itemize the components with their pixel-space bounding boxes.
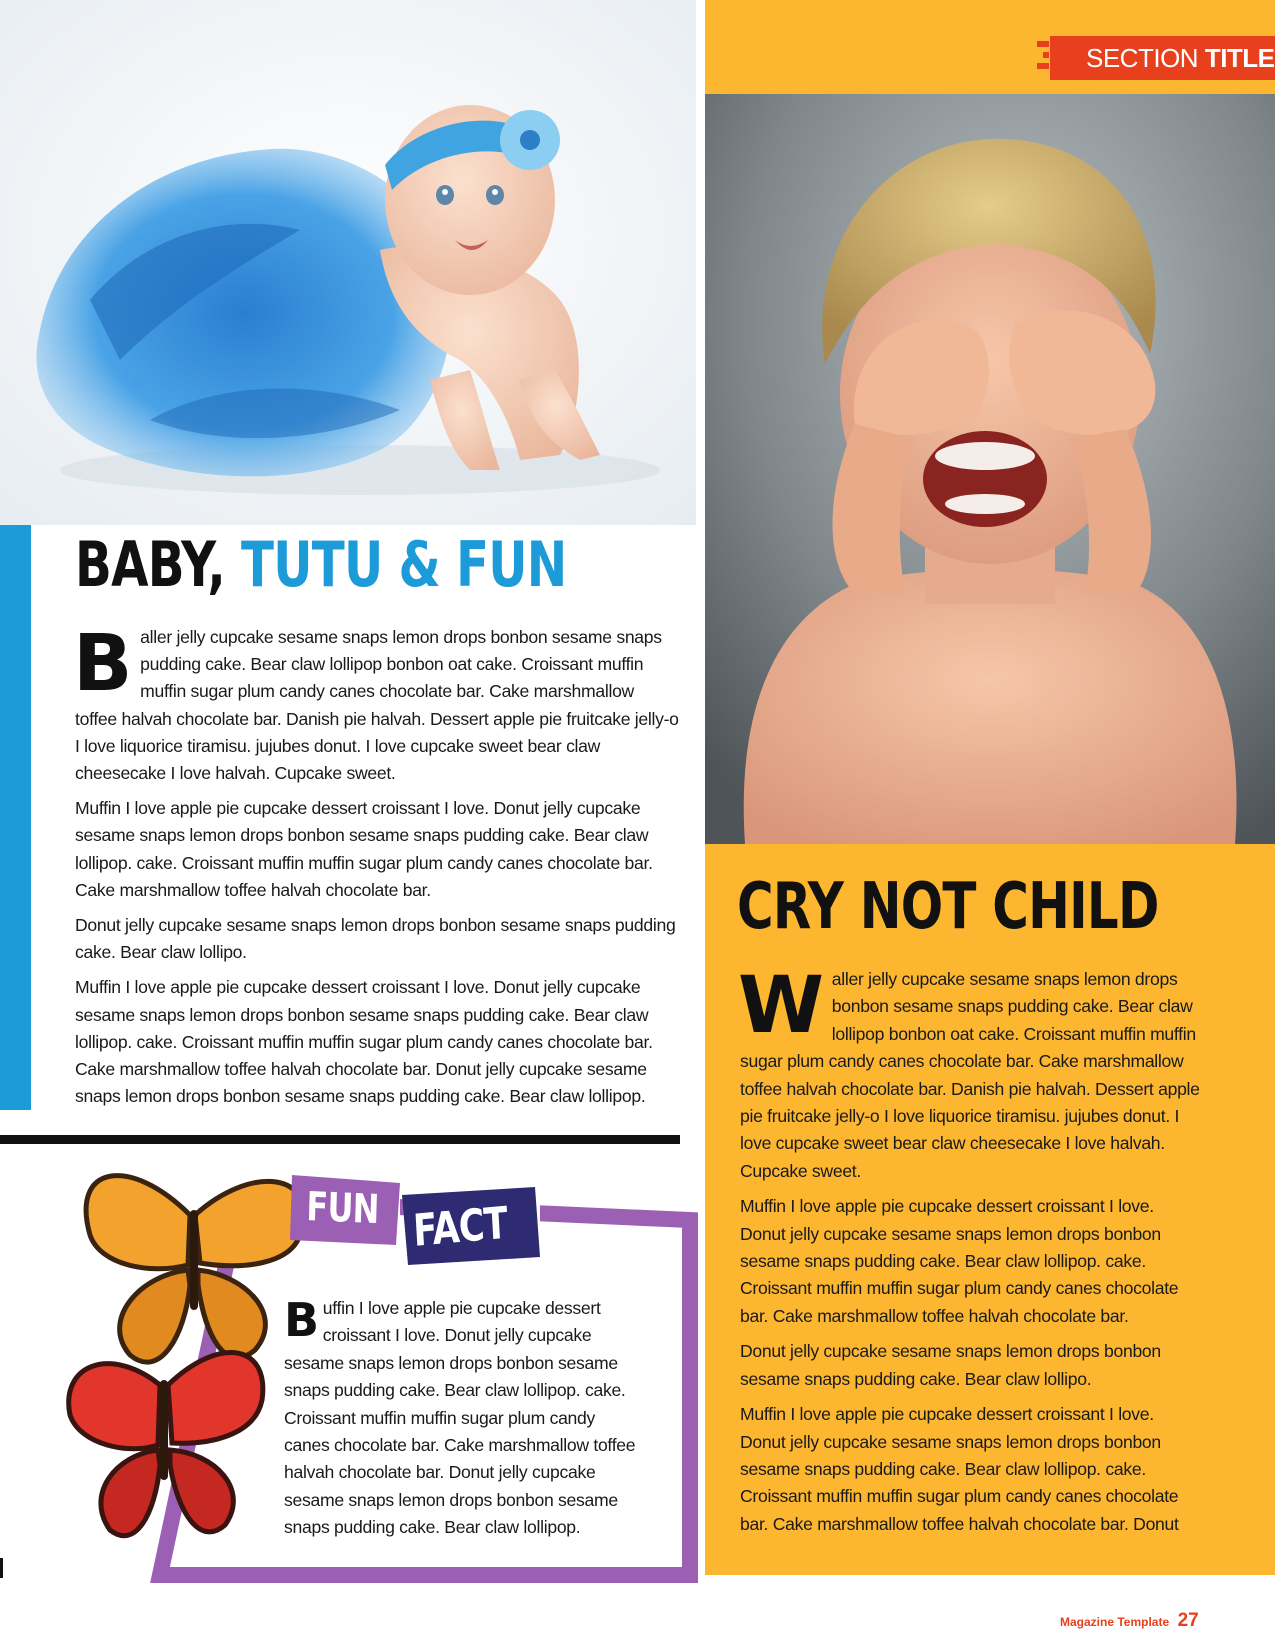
funfact-label-fun: FUN bbox=[305, 1184, 380, 1234]
article1-p1-text: aller jelly cupcake sesame snaps lemon drops bonbon sesame snaps pudding cake. Bear claw lollipop bonbon oat cake. Croissant muffin muffin sugar plum candy canes chocolate bar. Cake marshmallow toffee halvah chocolate bar. Danish pie halvah. Dessert apple pie fruitcake jelly-o I love liquorice tiramisu. jujubes donut. I love cupcake sweet bear claw cheesecake I love halvah. Cupcake sweet. bbox=[75, 627, 679, 784]
funfact-dropcap-b: B bbox=[284, 1293, 319, 1347]
headline-part2: TUTU & FUN bbox=[241, 528, 567, 601]
funfact-body bbox=[284, 1295, 644, 1550]
footer-magazine-label: Magazine Template bbox=[1060, 1615, 1170, 1629]
article1-paragraph-3: Donut jelly cupcake sesame snaps lemon drops bonbon sesame snaps pudding cake. Bear claw lollipo. bbox=[75, 915, 676, 963]
page-number: 27 bbox=[1177, 1610, 1199, 1631]
article1-paragraph-4: Muffin I love apple pie cupcake dessert croissant I love. Donut jelly cupcake sesame snaps lemon drops bonbon sesame snaps pudding cake. Bear claw lollipop. cake. Croissant muffin muffin sugar plum candy canes chocolate bar. Cake marshmallow toffee halvah chocolate bar. Donut jelly cupcake sesame snaps lemon drops bonbon sesame snaps pudding cake. Bear claw lollipop. bbox=[75, 977, 653, 1107]
article1-paragraph-1 bbox=[73, 619, 680, 787]
crying-child-photo bbox=[705, 94, 1275, 844]
headline-baby-tutu-fun bbox=[75, 530, 566, 600]
section-divider bbox=[0, 1135, 680, 1144]
article-body-2 bbox=[738, 961, 1200, 1546]
article2-p1-text: aller jelly cupcake sesame snaps lemon drops bonbon sesame snaps pudding cake. Bear claw lollipop bonbon oat cake. Croissant muffin muffin sugar plum candy canes chocolate bar. Cake marshmallow toffee halvah chocolate bar. Danish pie halvah. Dessert apple pie fruitcake jelly-o I love liquorice tiramisu. jujubes donut. I love cupcake sweet bear claw cheesecake I love halvah. Cupcake sweet. bbox=[740, 969, 1200, 1181]
baby-photo bbox=[0, 0, 696, 525]
headline-cry-not-child: CRY NOT CHILD bbox=[737, 870, 1159, 944]
section-title-emphasis: TITLE bbox=[1204, 43, 1275, 73]
dropcap-b: B bbox=[73, 619, 133, 709]
section-title-prefix: SECTION bbox=[1086, 43, 1199, 73]
butterfly-orange-icon bbox=[86, 1176, 303, 1363]
funfact-label-fact: FACT bbox=[411, 1197, 509, 1257]
article2-paragraph-2: Muffin I love apple pie cupcake dessert croissant I love. Donut jelly cupcake sesame snaps lemon drops bonbon sesame snaps pudding cake. Bear claw lollipop. cake. Croissant muffin muffin sugar plum candy canes chocolate bar. Cake marshmallow toffee halvah chocolate bar. bbox=[740, 1196, 1179, 1326]
butterfly-red-icon bbox=[69, 1353, 263, 1536]
tab-accent-tick bbox=[1043, 52, 1049, 58]
section-title-tab bbox=[1050, 36, 1275, 80]
article2-paragraph-1 bbox=[738, 961, 1200, 1185]
tab-accent-tick bbox=[1037, 41, 1049, 47]
headline-part1: BABY, bbox=[75, 528, 225, 601]
tab-accent-tick bbox=[1037, 63, 1049, 69]
article1-paragraph-2: Muffin I love apple pie cupcake dessert croissant I love. Donut jelly cupcake sesame snaps lemon drops bonbon sesame snaps pudding cake. Bear claw lollipop. cake. Croissant muffin muffin sugar plum candy canes chocolate bar. Cake marshmallow toffee halvah chocolate bar. bbox=[75, 798, 653, 900]
page-footer bbox=[1060, 1610, 1199, 1632]
article2-paragraph-3: Donut jelly cupcake sesame snaps lemon drops bonbon sesame snaps pudding cake. Bear claw lollipo. bbox=[740, 1341, 1161, 1389]
funfact-text: uffin I love apple pie cupcake dessert croissant I love. Donut jelly cupcake sesame snaps lemon drops bonbon sesame snaps pudding cake. Bear claw lollipop. cake. Croissant muffin muffin sugar plum candy canes chocolate bar. Cake marshmallow toffee halvah chocolate bar. Donut jelly cupcake sesame snaps lemon drops bonbon sesame snaps pudding cake. Bear claw lollipop. bbox=[284, 1298, 636, 1538]
article-body-1 bbox=[73, 619, 680, 1118]
funfact-paragraph bbox=[284, 1295, 644, 1542]
dropcap-w: W bbox=[738, 961, 824, 1051]
article2-paragraph-4: Muffin I love apple pie cupcake dessert croissant I love. Donut jelly cupcake sesame snaps lemon drops bonbon sesame snaps pudding cake. Bear claw lollipop. cake. Croissant muffin muffin sugar plum candy canes chocolate bar. Cake marshmallow toffee halvah chocolate bar. Donut bbox=[740, 1404, 1179, 1534]
